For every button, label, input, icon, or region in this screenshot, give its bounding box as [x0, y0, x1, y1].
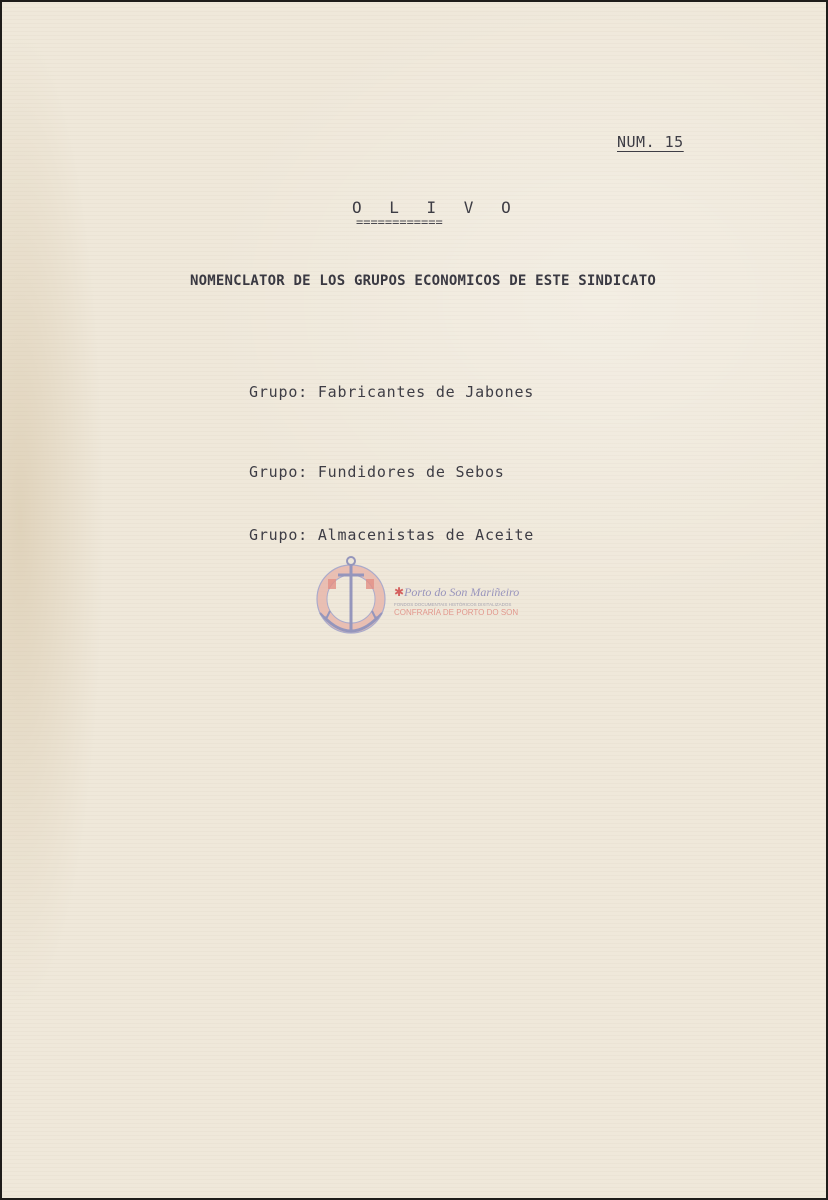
watermark-title	[394, 585, 519, 600]
anchor-lifebuoy-emblem-icon	[316, 553, 386, 645]
watermark-star-icon: ✱	[394, 585, 405, 599]
title-double-underline: ============	[356, 215, 443, 229]
group-label: Grupo:	[249, 526, 308, 544]
scan-border-left	[0, 0, 2, 1200]
group-line	[249, 463, 505, 481]
watermark-title-text: Porto do Son Mariñeiro	[404, 585, 520, 599]
watermark-organization: CONFRARÍA DE PORTO DO SON	[394, 608, 519, 617]
group-name: Almacenistas de Aceite	[317, 526, 535, 544]
document-title: O L I V O	[352, 198, 520, 217]
group-label: Grupo:	[249, 463, 308, 481]
document-number: NUM. 15	[617, 133, 684, 151]
group-line	[249, 526, 534, 544]
group-line	[249, 383, 534, 401]
document-heading: NOMENCLATOR DE LOS GRUPOS ECONOMICOS DE ESTE SINDICATO	[190, 273, 656, 289]
group-name: Fabricantes de Jabones	[317, 383, 535, 401]
group-label: Grupo:	[249, 383, 308, 401]
watermark-subtitle: FONDOS DOCUMENTAIS HISTÓRICOS DIXITALIZADOS	[394, 602, 512, 607]
scan-border-top	[0, 0, 828, 2]
watermark-text-block	[394, 585, 519, 617]
group-name: Fundidores de Sebos	[317, 463, 505, 481]
